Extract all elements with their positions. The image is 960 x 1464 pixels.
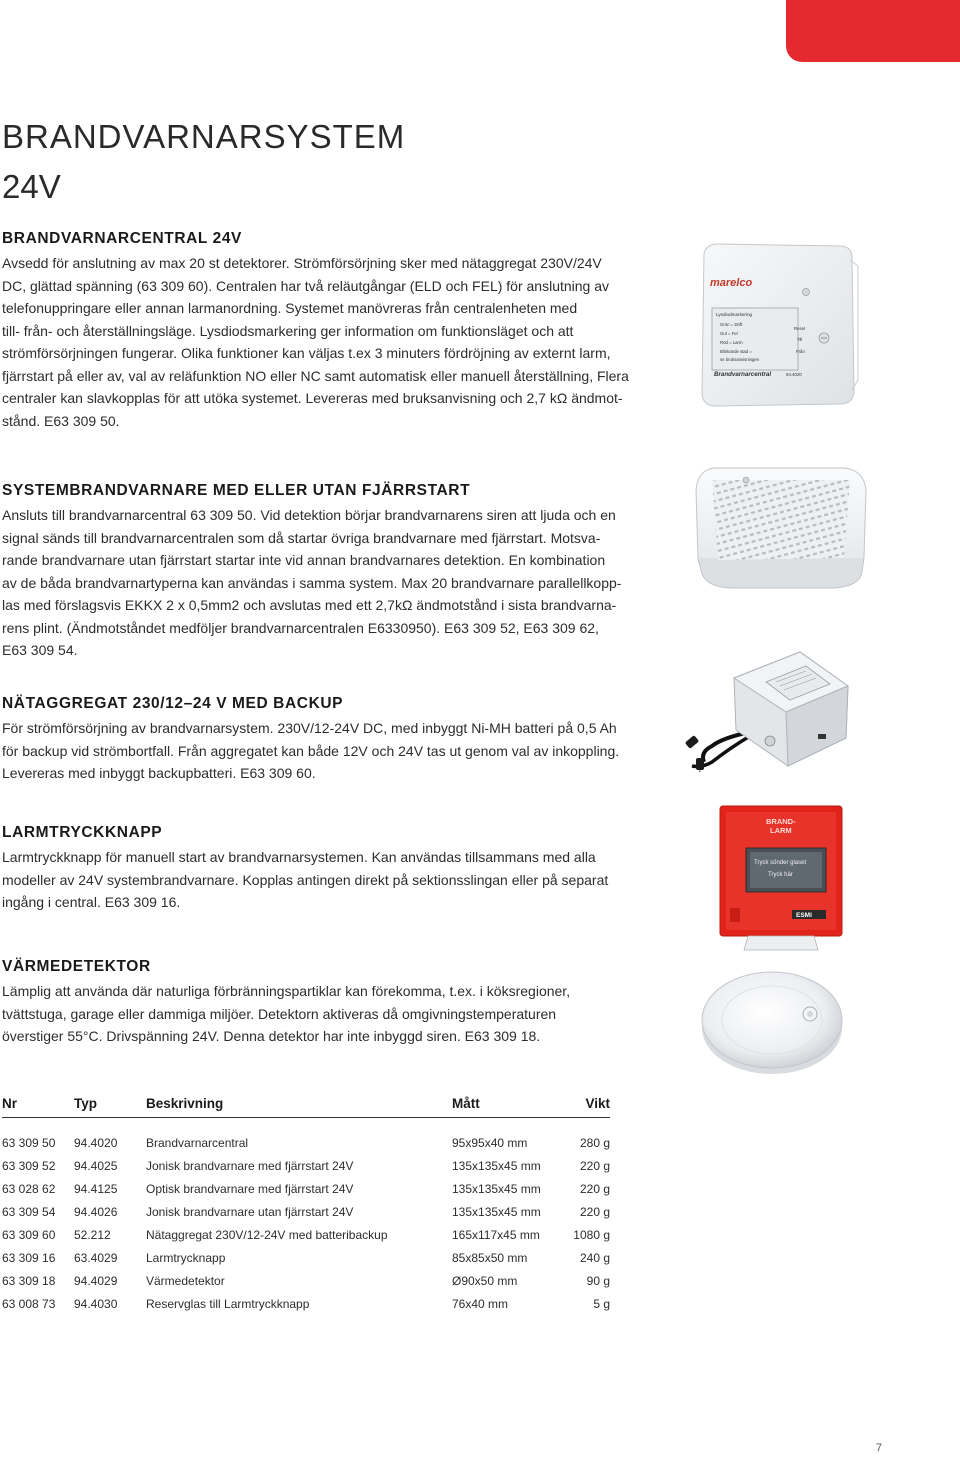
text-line: fjärrstart på eller av, val av reläfunktion NO eller NC samt automatisk eller manuell återställning, Flera xyxy=(2,367,629,384)
cell-beskrivning: Jonisk brandvarnare med fjärrstart 24V xyxy=(146,1159,354,1173)
text-line: strömförsörjningen fungerar. Olika funktioner kan väljas t.ex 3 minuters fördröjning av externt larm, xyxy=(2,345,611,361)
connector-icon xyxy=(765,736,775,746)
col-header-beskrivning: Beskrivning xyxy=(146,1094,452,1118)
section-systembrandvarnare xyxy=(2,482,652,662)
cell-vikt: 220 g xyxy=(579,1159,610,1173)
cell-matt: 135x135x45 mm xyxy=(452,1182,541,1196)
section-body xyxy=(2,504,652,662)
page-title: BRANDVARNARSYSTEM xyxy=(2,118,406,155)
text-line: tvättstuga, garage eller dammiga miljöer. Detektorn aktiveras då omgivningstemperaturen xyxy=(2,1005,557,1022)
systembrandvarnare-image xyxy=(694,462,870,594)
cell-beskrivning: Jonisk brandvarnare utan fjärrstart 24V xyxy=(146,1205,354,1219)
text-line: rande brandvarnare utan fjärrstart startar inte vid annan brandvarnares detektion. En kombination xyxy=(2,552,606,568)
page-subtitle: 24V xyxy=(2,168,61,205)
brandlarm-label: LARM xyxy=(770,826,792,835)
power-cable-icon xyxy=(703,732,750,762)
cell-vikt: 1080 g xyxy=(573,1228,610,1242)
cell-beskrivning: Brandvarnarcentral xyxy=(146,1136,249,1151)
table-row xyxy=(2,1270,610,1293)
panel-line: Blinkande stad = xyxy=(720,349,752,354)
cell-typ: 94.4020 xyxy=(74,1136,118,1151)
section-heading: NÄTAGGREGAT 230/12–24 V MED BACKUP xyxy=(2,695,344,712)
section-body xyxy=(2,717,662,785)
cell-nr: 63 309 18 xyxy=(2,1274,56,1288)
table-row xyxy=(2,1201,610,1224)
varmedetektor-image xyxy=(700,966,846,1076)
device-footer: Brandvarnarcentral xyxy=(714,371,772,378)
cell-beskrivning: Reservglas till Larmtryckknapp xyxy=(146,1297,310,1311)
brand-logo: marelco xyxy=(710,277,753,289)
text-line: av de båda brandvarnartyperna kan användas i samma system. Max 20 brandvarnare parallellkopp- xyxy=(2,574,622,591)
text-line: Lämplig att använda där naturliga förbränningspartiklar kan förekomma, t.ex. i köksregioner, xyxy=(2,983,571,999)
text-line: överstiger 55°C. Drivspänning 24V. Denna detektor har inte inbyggd siren. E63 309 18. xyxy=(2,1028,541,1044)
panel-line: Gul = Fel xyxy=(720,331,738,336)
cell-nr: 63 008 73 xyxy=(2,1297,56,1311)
section-brandvarnarcentral xyxy=(2,230,658,432)
text-line: las med förslagsvis EKKX 2 x 0,5mm2 och avslutas med ett 2,7kΩ ändmotstånd i sista brandvarna- xyxy=(2,597,617,613)
table-header-row xyxy=(2,1094,610,1118)
cell-nr: 63 309 60 xyxy=(2,1228,56,1242)
side-label: Från xyxy=(796,349,805,354)
cell-vikt: 220 g xyxy=(579,1182,610,1196)
nataggregat-image xyxy=(682,638,852,772)
cell-matt: 135x135x45 mm xyxy=(452,1205,541,1219)
text-line: för backup vid strömbortfall. Från aggregatet kan både 12V och 24V tas ut genom val av inkoppling. xyxy=(2,742,620,759)
cell-matt: 135x135x45 mm xyxy=(452,1159,541,1173)
table-row xyxy=(2,1118,610,1155)
product-table xyxy=(2,1094,610,1316)
col-header-nr: Nr xyxy=(2,1094,74,1118)
larmtryckknapp-image xyxy=(718,804,846,952)
panel-title: Lysdiodmarkering xyxy=(716,312,753,317)
cell-typ: 94.4025 xyxy=(74,1159,118,1173)
cell-matt: Ø90x50 mm xyxy=(452,1274,518,1288)
side-label: Reset xyxy=(794,326,806,331)
text-line: Levereras med inbyggt backupbatteri. E63 309 60. xyxy=(2,765,316,781)
cell-nr: 63 309 52 xyxy=(2,1159,56,1173)
table-row xyxy=(2,1293,610,1316)
brandvarnarcentral-image xyxy=(694,240,860,412)
cell-vikt: 240 g xyxy=(579,1251,610,1265)
col-header-typ: Typ xyxy=(74,1094,146,1118)
cell-nr: 63 309 50 xyxy=(2,1136,56,1151)
section-heading: BRANDVARNARCENTRAL 24V xyxy=(2,230,242,247)
panel-line: se bruksanvisningen xyxy=(720,357,760,362)
cell-typ: 52.212 xyxy=(74,1228,111,1242)
cell-vikt: 280 g xyxy=(579,1136,610,1151)
page-number: 7 xyxy=(876,1442,883,1454)
panel-line: Grön = Drift xyxy=(720,322,743,327)
esmi-logo: ESMI xyxy=(796,912,812,919)
text-line: signal sänds till brandvarnarcentralen som då startar övriga brandvarnare med fjärrstart. Motsva- xyxy=(2,529,601,546)
cell-nr: 63 309 16 xyxy=(2,1251,56,1265)
section-body xyxy=(2,252,658,432)
cell-beskrivning: Larmtrycknapp xyxy=(146,1251,226,1265)
table-row xyxy=(2,1247,610,1270)
cell-nr: 63 028 62 xyxy=(2,1182,56,1196)
cell-beskrivning: Nätaggregat 230V/12-24V med batteribackup xyxy=(146,1228,388,1242)
cell-vikt: 5 g xyxy=(593,1297,610,1311)
section-body xyxy=(2,980,602,1048)
section-body xyxy=(2,846,642,914)
cell-typ: 63.4029 xyxy=(74,1251,118,1265)
glass-text: Tryck här xyxy=(768,872,793,878)
device-code: 94.4020 xyxy=(786,372,802,377)
section-heading: LARMTRYCKKNAPP xyxy=(2,824,163,841)
text-line: modeller av 24V systembrandvarnare. Kopplas antingen direkt på sektionsslingan eller på separat xyxy=(2,871,609,888)
text-line: E63 309 54. xyxy=(2,642,78,658)
section-nataggregat xyxy=(2,695,662,785)
cell-typ: 94.4030 xyxy=(74,1297,118,1311)
text-line: Larmtryckknapp för manuell start av brandvarnarsystemen. Kan användas tillsammans med alla xyxy=(2,849,596,865)
section-heading: SYSTEMBRANDVARNARE MED ELLER UTAN FJÄRRSTART xyxy=(2,482,471,499)
indicator-icon xyxy=(743,477,749,483)
panel-line: Röd = Larm xyxy=(720,340,743,345)
red-corner-tab xyxy=(786,0,960,62)
text-line: telefonuppringare eller annan larmanordning. Systemet manövreras från centralenheten med xyxy=(2,300,578,316)
cell-vikt: 90 g xyxy=(586,1274,610,1288)
col-header-matt: Mått xyxy=(452,1094,556,1118)
section-larmtryckknapp xyxy=(2,824,642,914)
text-line: ingång i central. E63 309 16. xyxy=(2,894,181,910)
cell-matt: 165x117x45 mm xyxy=(452,1228,540,1242)
brandlarm-label: BRAND- xyxy=(766,817,796,826)
text-line: stånd. E63 309 50. xyxy=(2,412,120,429)
side-label: Till xyxy=(797,337,803,342)
glass-text: Tryck sönder glaset xyxy=(754,860,807,866)
text-line: För strömförsörjning av brandvarnarsystem. 230V/12-24V DC, med inbyggt Ni-MH batteri på 0,5 Ah xyxy=(2,720,617,736)
col-header-vikt: Vikt xyxy=(556,1094,610,1118)
cell-vikt: 220 g xyxy=(579,1205,610,1219)
text-line: rens plint. (Ändmotståndet medföljer brandvarnarcentralen E6330950). E63 309 52, E63 309 62, xyxy=(2,619,599,636)
cell-nr: 63 309 54 xyxy=(2,1205,56,1219)
cell-matt: 95x95x40 mm xyxy=(452,1136,528,1151)
section-heading: VÄRMEDETEKTOR xyxy=(2,958,151,975)
led-indicator xyxy=(803,289,810,296)
section-varmedetektor xyxy=(2,958,602,1048)
text-line: centraler kan slavkopplas för att utöka systemet. Levereras med bruksanvisning och 2,7 kΩ ändmot- xyxy=(2,390,623,406)
text-line: till- från- och återställningsläge. Lysdiodsmarkering ger information om funktionsläget och att xyxy=(2,322,574,339)
cell-typ: 94.4029 xyxy=(74,1274,118,1288)
cell-beskrivning: Optisk brandvarnare med fjärrstart 24V xyxy=(146,1182,354,1196)
table-row xyxy=(2,1224,610,1247)
cell-matt: 85x85x50 mm xyxy=(452,1251,528,1265)
cell-matt: 76x40 mm xyxy=(452,1297,509,1311)
table-row xyxy=(2,1178,610,1201)
cell-typ: 94.4026 xyxy=(74,1205,118,1219)
table-row xyxy=(2,1155,610,1178)
cell-typ: 94.4125 xyxy=(74,1182,118,1196)
text-line: Avsedd för anslutning av max 20 st detektorer. Strömförsörjning sker med nätaggregat 230V/24V xyxy=(2,255,602,271)
text-line: DC, glättad spänning (63 309 60). Centralen har två reläutgångar (ELD och FEL) för anslutning av xyxy=(2,277,610,294)
cell-beskrivning: Värmedetektor xyxy=(146,1274,225,1288)
text-line: Ansluts till brandvarnarcentral 63 309 50. Vid detektion börjar brandvarnarens siren att ljuda och en xyxy=(2,507,616,523)
